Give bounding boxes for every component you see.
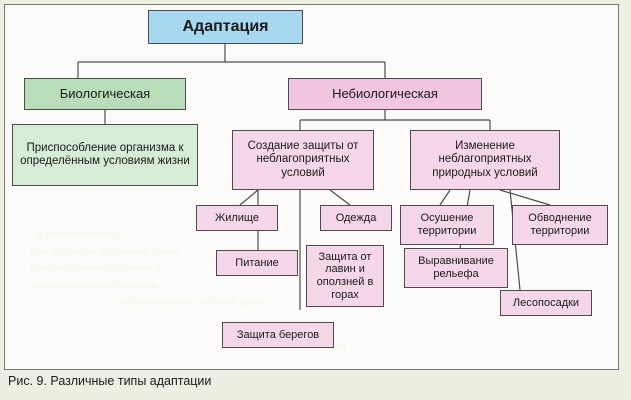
node-label: Биологическая [59, 85, 151, 101]
node-protection-from-conditions[interactable] [232, 130, 374, 190]
node-forest-planting[interactable] [500, 290, 592, 316]
node-label: Создание защиты от неблагоприятных условий [247, 140, 359, 179]
node-label: Небиологическая [332, 85, 438, 101]
figure-caption: Рис. 9. Различные типы адаптации [8, 374, 212, 388]
node-shore-protection[interactable] [222, 322, 334, 348]
node-relief-levelling[interactable] [404, 248, 508, 288]
node-adaptation-root[interactable] [148, 10, 303, 44]
node-label: Одежда [335, 211, 377, 224]
node-avalanche-protection[interactable] [306, 245, 384, 307]
node-nonbiological[interactable] [288, 78, 482, 110]
node-label: Обводнение территории [528, 212, 592, 237]
node-label: Изменение неблагоприятных природных условий [432, 140, 538, 179]
node-clothing[interactable] [320, 205, 392, 231]
node-change-of-conditions[interactable] [410, 130, 560, 190]
node-biological-detail[interactable] [12, 124, 198, 186]
node-label: Жилище [215, 211, 259, 224]
node-label: Защита берегов [236, 328, 320, 341]
node-biological[interactable] [24, 78, 186, 110]
node-label: Адаптация [182, 17, 269, 35]
node-label: Выравнивание рельефа [418, 255, 494, 280]
node-territory-irrigation[interactable] [512, 205, 608, 245]
node-territory-drainage[interactable] [400, 205, 494, 245]
node-label: Питание [235, 256, 279, 269]
node-label: Осушение территории [417, 212, 477, 237]
node-label: Лесопосадки [512, 296, 580, 309]
node-housing[interactable] [196, 205, 278, 231]
node-nutrition[interactable] [216, 250, 298, 276]
node-label: Защита от лавин и оползней в горах [316, 250, 374, 301]
node-label: Приспособление организма к определённым условиям жизни [20, 141, 190, 167]
